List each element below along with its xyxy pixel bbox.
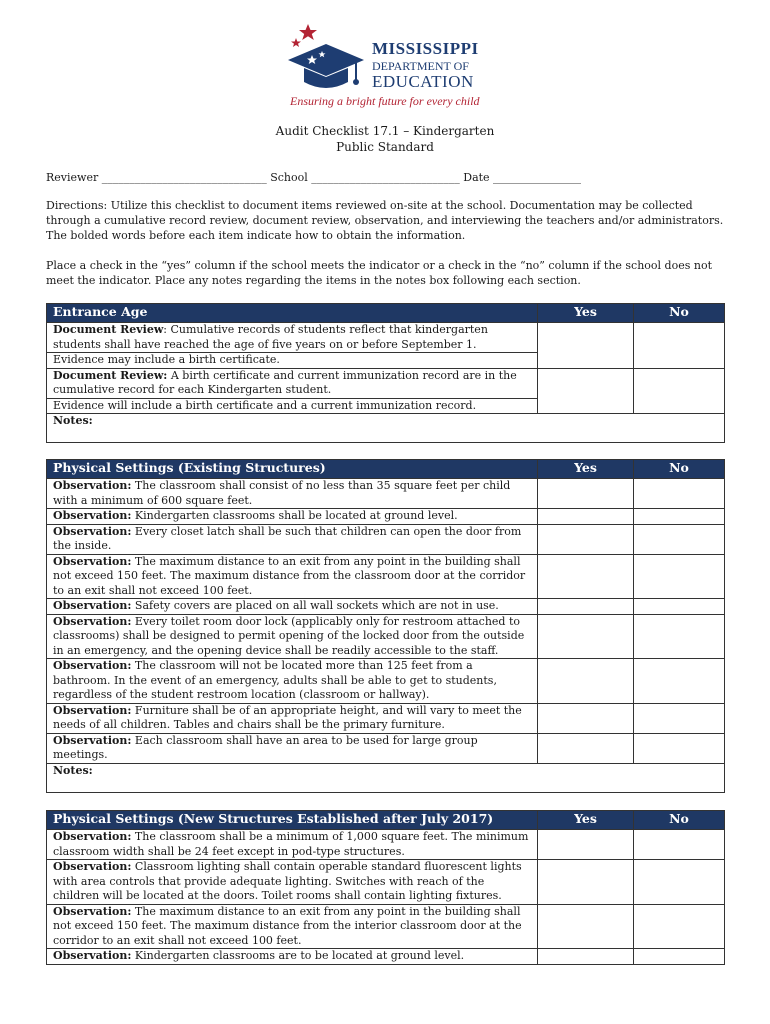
no-checkbox-cell[interactable] — [634, 509, 725, 525]
item-cell — [47, 733, 538, 763]
item-cell — [47, 554, 538, 599]
yes-checkbox-cell[interactable] — [538, 479, 634, 509]
checklist-row — [47, 479, 725, 509]
no-checkbox-cell[interactable] — [634, 614, 725, 659]
item-text: Furniture shall be of an appropriate height, and will vary to meet the needs of all children. Tables and chairs shall be the primary furniture. — [53, 703, 522, 731]
no-column-header: No — [634, 304, 725, 323]
checklist-row — [47, 614, 725, 659]
item-text: The classroom shall be a minimum of 1,000 square feet. The minimum classroom width shall be 24 feet except in pod-type structures. — [53, 830, 529, 858]
yes-checkbox-cell[interactable] — [538, 554, 634, 599]
item-cell — [47, 599, 538, 615]
item-text: Classroom lighting shall contain operable standard fluorescent lights with area controls that provide adequate lighting. Switches with reach of the children will be located at the doors. Toilet rooms shall contain lighting fixtures. — [53, 860, 522, 902]
notes-box[interactable] — [47, 763, 725, 792]
checklist-row — [47, 509, 725, 525]
checklist-row — [47, 599, 725, 615]
item-text: The classroom shall consist of no less than 35 square feet per child with a minimum of 600 square feet. — [53, 479, 511, 507]
no-checkbox-cell[interactable] — [634, 554, 725, 599]
item-cell — [47, 830, 538, 860]
section-header — [47, 811, 725, 830]
item-cell — [47, 703, 538, 733]
item-label: Observation: — [53, 599, 132, 612]
checklist-row — [47, 949, 725, 965]
red-star-icon — [299, 24, 317, 40]
yes-checkbox-cell[interactable] — [538, 904, 634, 949]
section-heading: Physical Settings (Existing Structures) — [47, 460, 538, 479]
checklist-row — [47, 554, 725, 599]
yes-column-header: Yes — [538, 811, 634, 830]
item-text: Each classroom shall have an area to be used for large group meetings. — [53, 733, 478, 761]
item-cell — [47, 353, 538, 369]
entrance-age-table — [46, 303, 725, 443]
no-checkbox-cell[interactable] — [634, 949, 725, 965]
notes-label: Notes: — [53, 414, 93, 427]
yes-checkbox-cell[interactable] — [538, 599, 634, 615]
checklist-row — [47, 368, 725, 398]
small-star-icon — [291, 38, 301, 47]
no-column-header: No — [634, 811, 725, 830]
item-text: The classroom will not be located more than 125 feet from a bathroom. In the event of an emergency, adults shall be able to get to students, regardless of the student restroom location (classroom or hallway). — [53, 659, 497, 701]
no-checkbox-cell[interactable] — [634, 524, 725, 554]
no-checkbox-cell[interactable] — [634, 323, 725, 369]
item-cell — [47, 524, 538, 554]
directions-paragraph: Directions: Utilize this checklist to document items reviewed on-site at the school. Documentation may be collected through a cumulative record review, document review, observation, and interviewing the teachers and/or administrators. The bolded words before each item indicate how to obtain the information. — [46, 199, 724, 242]
yes-column-header: Yes — [538, 460, 634, 479]
mde-logo — [282, 22, 482, 114]
yes-checkbox-cell[interactable] — [538, 949, 634, 965]
yes-checkbox-cell[interactable] — [538, 368, 634, 414]
checklist-row — [47, 323, 725, 353]
no-checkbox-cell[interactable] — [634, 659, 725, 704]
logo-department: DEPARTMENT OF — [372, 59, 469, 73]
yes-column-header: Yes — [538, 304, 634, 323]
logo-education: EDUCATION — [372, 72, 474, 91]
no-checkbox-cell[interactable] — [634, 703, 725, 733]
item-label: Observation: — [53, 949, 132, 962]
section-header — [47, 460, 725, 479]
graduation-cap-icon — [282, 22, 372, 94]
item-cell — [47, 479, 538, 509]
yes-checkbox-cell[interactable] — [538, 614, 634, 659]
item-label: Observation: — [53, 509, 132, 522]
item-text: A birth certificate and current immunization record are in the cumulative record for each Kindergarten student. — [53, 368, 517, 396]
notes-label: Notes: — [53, 763, 93, 777]
no-checkbox-cell[interactable] — [634, 599, 725, 615]
yes-checkbox-cell[interactable] — [538, 509, 634, 525]
checklist-row — [47, 904, 725, 949]
no-checkbox-cell[interactable] — [634, 830, 725, 860]
logo-state: MISSISSIPPI — [372, 39, 479, 58]
item-cell — [47, 614, 538, 659]
item-text: The maximum distance to an exit from any point in the building shall not exceed 150 feet. The maximum distance from the classroom door at the corridor to an exit shall not exceed 100 feet. — [53, 554, 526, 597]
checklist-row — [47, 659, 725, 704]
no-column-header: No — [634, 460, 725, 479]
item-label: Observation: — [53, 614, 132, 628]
item-cell — [47, 949, 538, 965]
instructions-paragraph: Place a check in the “yes” column if the school meets the indicator or a check in the “no” column if the school does not meet the indicator. Place any notes regarding the items in the notes box following each section. — [46, 259, 713, 287]
logo-tagline: Ensuring a bright future for every child — [290, 94, 480, 108]
item-label: Observation: — [53, 830, 132, 843]
checklist-row — [47, 733, 725, 763]
no-checkbox-cell[interactable] — [634, 860, 725, 905]
document-subtitle: Public Standard — [336, 140, 434, 154]
item-cell — [47, 368, 538, 398]
item-cell — [47, 323, 538, 353]
no-checkbox-cell[interactable] — [634, 733, 725, 763]
item-text: Kindergarten classrooms are to be located at ground level. — [131, 949, 465, 962]
item-cell — [47, 904, 538, 949]
item-label: Observation: — [53, 554, 132, 568]
checklist-row — [47, 703, 725, 733]
notes-row — [47, 763, 725, 792]
notes-row — [47, 414, 725, 443]
yes-checkbox-cell[interactable] — [538, 323, 634, 369]
item-cell — [47, 659, 538, 704]
item-cell — [47, 509, 538, 525]
yes-checkbox-cell[interactable] — [538, 524, 634, 554]
existing-structures-table — [46, 459, 725, 793]
item-text: Evidence will include a birth certificate and a current immunization record. — [53, 398, 477, 412]
item-label: Document Review: — [53, 368, 168, 382]
item-text: Every toilet room door lock (applicably only for restroom attached to classrooms) shall be designed to permit opening of the locked door from the outside in an emergency, and the opening device shall be readily accessible to the staff. — [53, 614, 525, 657]
item-label: Observation: — [53, 904, 132, 918]
yes-checkbox-cell[interactable] — [538, 733, 634, 763]
checklist-row — [47, 830, 725, 860]
item-text: Evidence may include a birth certificate. — [53, 353, 280, 366]
section-heading: Entrance Age — [47, 304, 538, 323]
yes-checkbox-cell[interactable] — [538, 659, 634, 704]
item-label: Observation: — [53, 524, 132, 538]
item-text: The maximum distance to an exit from any point in the building shall not exceed 150 feet. The maximum distance from the interior classroom door at the corridor to an exit shall not exceed 100 feet. — [53, 904, 522, 947]
item-label: Observation: — [53, 733, 132, 747]
reviewer-school-date-line: Reviewer ______________________________ School ___________________________ Date ________________ — [46, 171, 582, 184]
item-cell — [47, 860, 538, 905]
checklist-row — [47, 524, 725, 554]
no-checkbox-cell[interactable] — [634, 368, 725, 414]
checklist-row — [47, 860, 725, 905]
document-title: Audit Checklist 17.1 – Kindergarten — [275, 124, 495, 138]
new-structures-table — [46, 810, 725, 965]
item-label: Observation: — [53, 479, 132, 492]
item-label: Document Review — [53, 323, 164, 336]
item-cell — [47, 398, 538, 414]
yes-checkbox-cell[interactable] — [538, 703, 634, 733]
yes-checkbox-cell[interactable] — [538, 860, 634, 905]
notes-box[interactable] — [47, 414, 725, 443]
section-header — [47, 304, 725, 323]
item-label: Observation: — [53, 659, 132, 672]
no-checkbox-cell[interactable] — [634, 904, 725, 949]
section-heading: Physical Settings (New Structures Established after July 2017) — [47, 811, 538, 830]
yes-checkbox-cell[interactable] — [538, 830, 634, 860]
item-text: : Cumulative records of students reflect that kindergarten students shall have reached the age of five years on or before September 1. — [53, 323, 488, 351]
item-text: Every closet latch shall be such that children can open the door from the inside. — [53, 524, 522, 552]
item-text: Kindergarten classrooms shall be located at ground level. — [131, 509, 458, 522]
item-label: Observation: — [53, 860, 132, 873]
no-checkbox-cell[interactable] — [634, 479, 725, 509]
item-text: Safety covers are placed on all wall sockets which are not in use. — [131, 599, 499, 612]
item-label: Observation: — [53, 703, 132, 717]
